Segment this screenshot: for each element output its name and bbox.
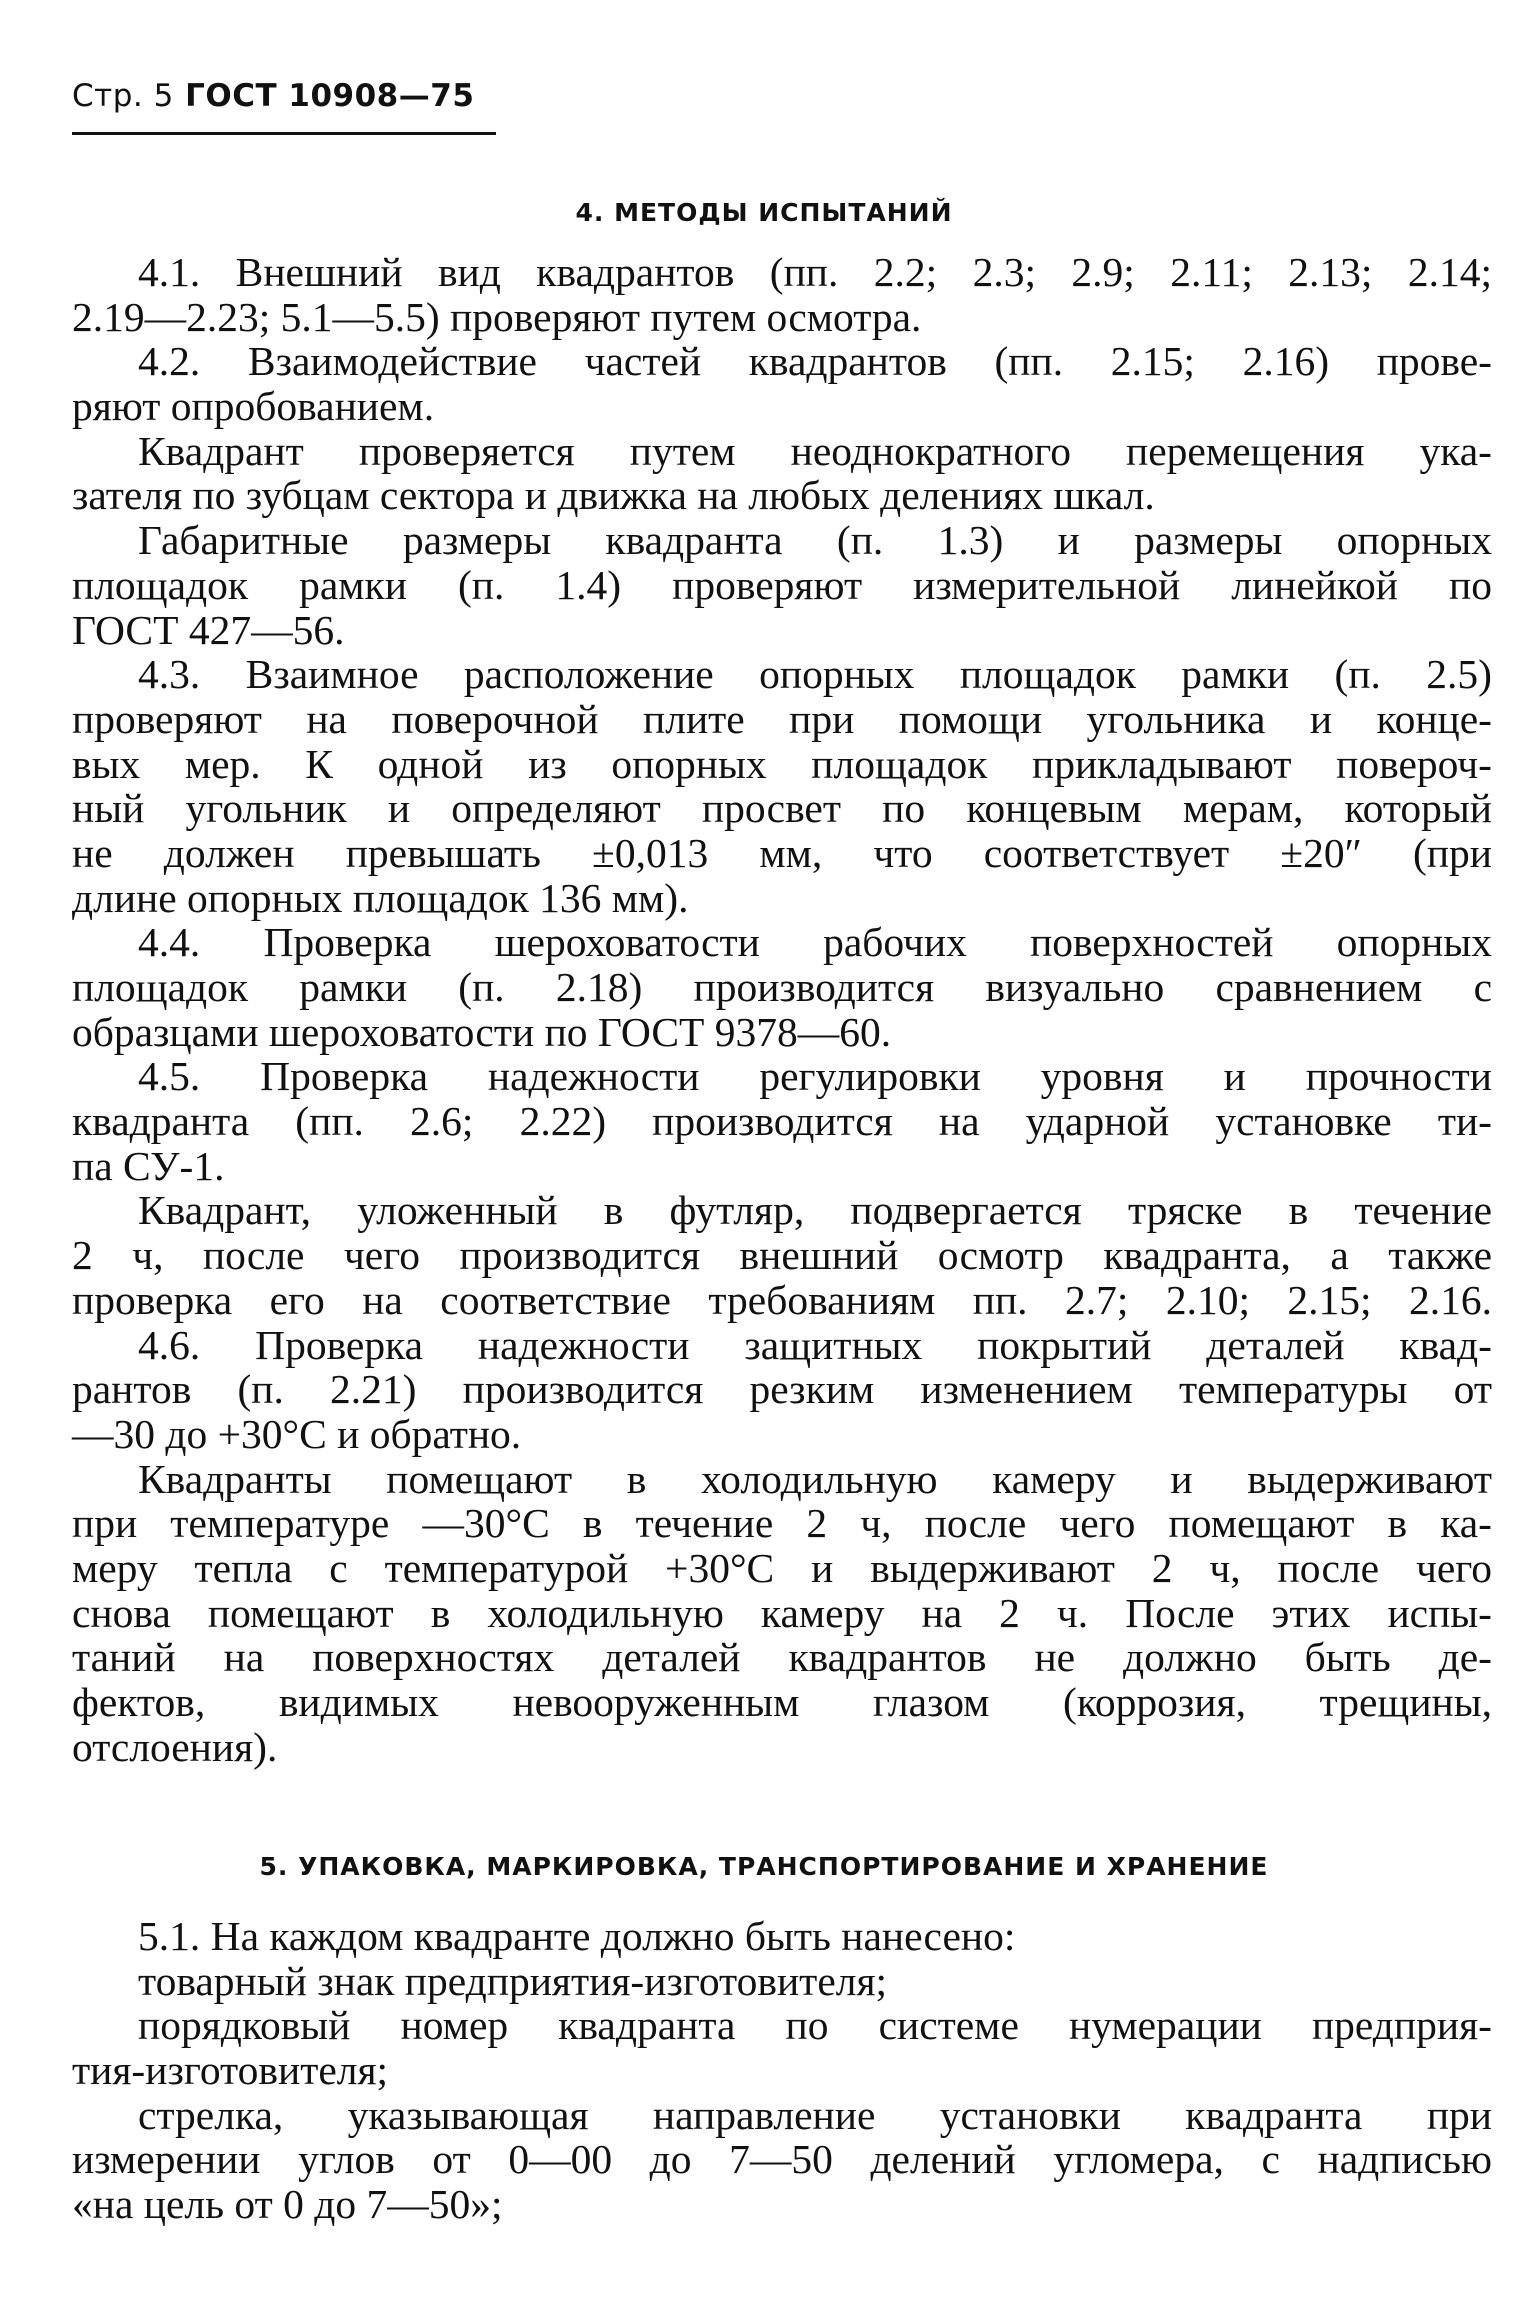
text-line: тия-изготовителя;	[72, 2047, 389, 2094]
text-line: 4.6. Проверка надежности защитных покрытий деталей квад-	[138, 1321, 1492, 1368]
text-line: ный угольник и определяют просвет по концевым мерам, который	[72, 785, 1492, 832]
text-line: вых мер. К одной из опорных площадок прикладывают повероч-	[72, 740, 1492, 787]
text-line: фектов, видимых невооруженным глазом (коррозия, трещины,	[72, 1679, 1492, 1725]
text-line: рантов (п. 2.21) производится резким изменением температуры от	[72, 1366, 1492, 1413]
text-line: 2.19—2.23; 5.1—5.5) проверяют путем осмотра.	[72, 293, 922, 340]
section-4-title: 4. МЕТОДЫ ИСПЫТАНИЙ	[575, 198, 953, 227]
page-header	[72, 78, 474, 114]
text-line: при температуре —30°С в течение 2 ч, после чего помещают в ка-	[72, 1500, 1492, 1547]
text-line: образцами шероховатости по ГОСТ 9378—60.	[72, 1008, 892, 1055]
text-line: Квадрант проверяется путем неоднократного перемещения ука-	[138, 427, 1492, 474]
text-line: ГОСТ 427—56.	[72, 606, 345, 653]
standard-designation: ГОСТ 10908—75	[185, 78, 475, 114]
text-line: 4.2. Взаимодействие частей квадрантов (пп. 2.15; 2.16) прове-	[138, 338, 1492, 385]
text-line: «на цель от 0 до 7—50»;	[72, 2181, 503, 2228]
text-line: проверяют на поверочной плите при помощи угольника и конце-	[72, 695, 1492, 742]
text-line: товарный знак предприятия-изготовителя;	[138, 1957, 888, 2004]
text-line: Габаритные размеры квадранта (п. 1.3) и размеры опорных	[138, 517, 1492, 564]
text-line: 4.5. Проверка надежности регулировки уровня и прочности	[138, 1053, 1492, 1100]
text-line: снова помещают в холодильную камеру на 2 ч. После этих испы-	[72, 1589, 1492, 1636]
section-5-title: 5. УПАКОВКА, МАРКИРОВКА, ТРАНСПОРТИРОВАНИЕ И ХРАНЕНИЕ	[259, 1852, 1269, 1881]
header-rule	[72, 132, 496, 135]
section-4-body	[72, 250, 1492, 1769]
text-line: 4.3. Взаимное расположение опорных площадок рамки (п. 2.5)	[138, 651, 1492, 698]
text-line: —30 до +30°С и обратно.	[72, 1410, 522, 1457]
text-line: 4.1. Внешний вид квадрантов (пп. 2.2; 2.3; 2.9; 2.11; 2.13; 2.14;	[138, 249, 1492, 295]
text-line: длине опорных площадок 136 мм).	[72, 874, 689, 921]
text-line: па СУ-1.	[72, 1142, 225, 1189]
text-line: проверка его на соответствие требованиям пп. 2.7; 2.10; 2.15; 2.16.	[72, 1276, 1492, 1323]
text-line: таний на поверхностях деталей квадрантов не должно быть де-	[72, 1634, 1492, 1681]
text-line: квадранта (пп. 2.6; 2.22) производится на ударной установке ти-	[72, 1098, 1492, 1145]
text-line: отслоения).	[72, 1723, 278, 1770]
text-line: площадок рамки (п. 2.18) производится визуально сравнением с	[72, 964, 1492, 1010]
text-line: 5.1. На каждом квадранте должно быть нанесено:	[138, 1913, 1016, 1959]
text-line: не должен превышать ±0,013 мм, что соответствует ±20″ (при	[72, 829, 1492, 876]
text-line: 2 ч, после чего производится внешний осмотр квадранта, а также	[72, 1232, 1492, 1279]
text-line: ряют опробованием.	[72, 383, 435, 430]
text-line: стрелка, указывающая направление установки квадранта при	[138, 2091, 1492, 2138]
text-line: зателя по зубцам сектора и движка на любых делениях шкал.	[72, 472, 1155, 519]
section-5-body	[72, 1914, 1492, 2227]
text-line: Квадранты помещают в холодильную камеру и выдерживают	[138, 1455, 1492, 1502]
text-line: 4.4. Проверка шероховатости рабочих поверхностей опорных	[138, 919, 1492, 966]
page-number: Стр. 5	[72, 78, 174, 114]
text-line: порядковый номер квадранта по системе нумерации предприя-	[138, 2002, 1492, 2049]
text-line: меру тепла с температурой +30°С и выдерживают 2 ч, после чего	[72, 1544, 1492, 1591]
text-line: измерении углов от 0—00 до 7—50 делений угломера, с надписью	[72, 2136, 1492, 2183]
text-line: площадок рамки (п. 1.4) проверяют измерительной линейкой по	[72, 561, 1492, 608]
text-line: Квадрант, уложенный в футляр, подвергается тряске в течение	[138, 1187, 1492, 1234]
